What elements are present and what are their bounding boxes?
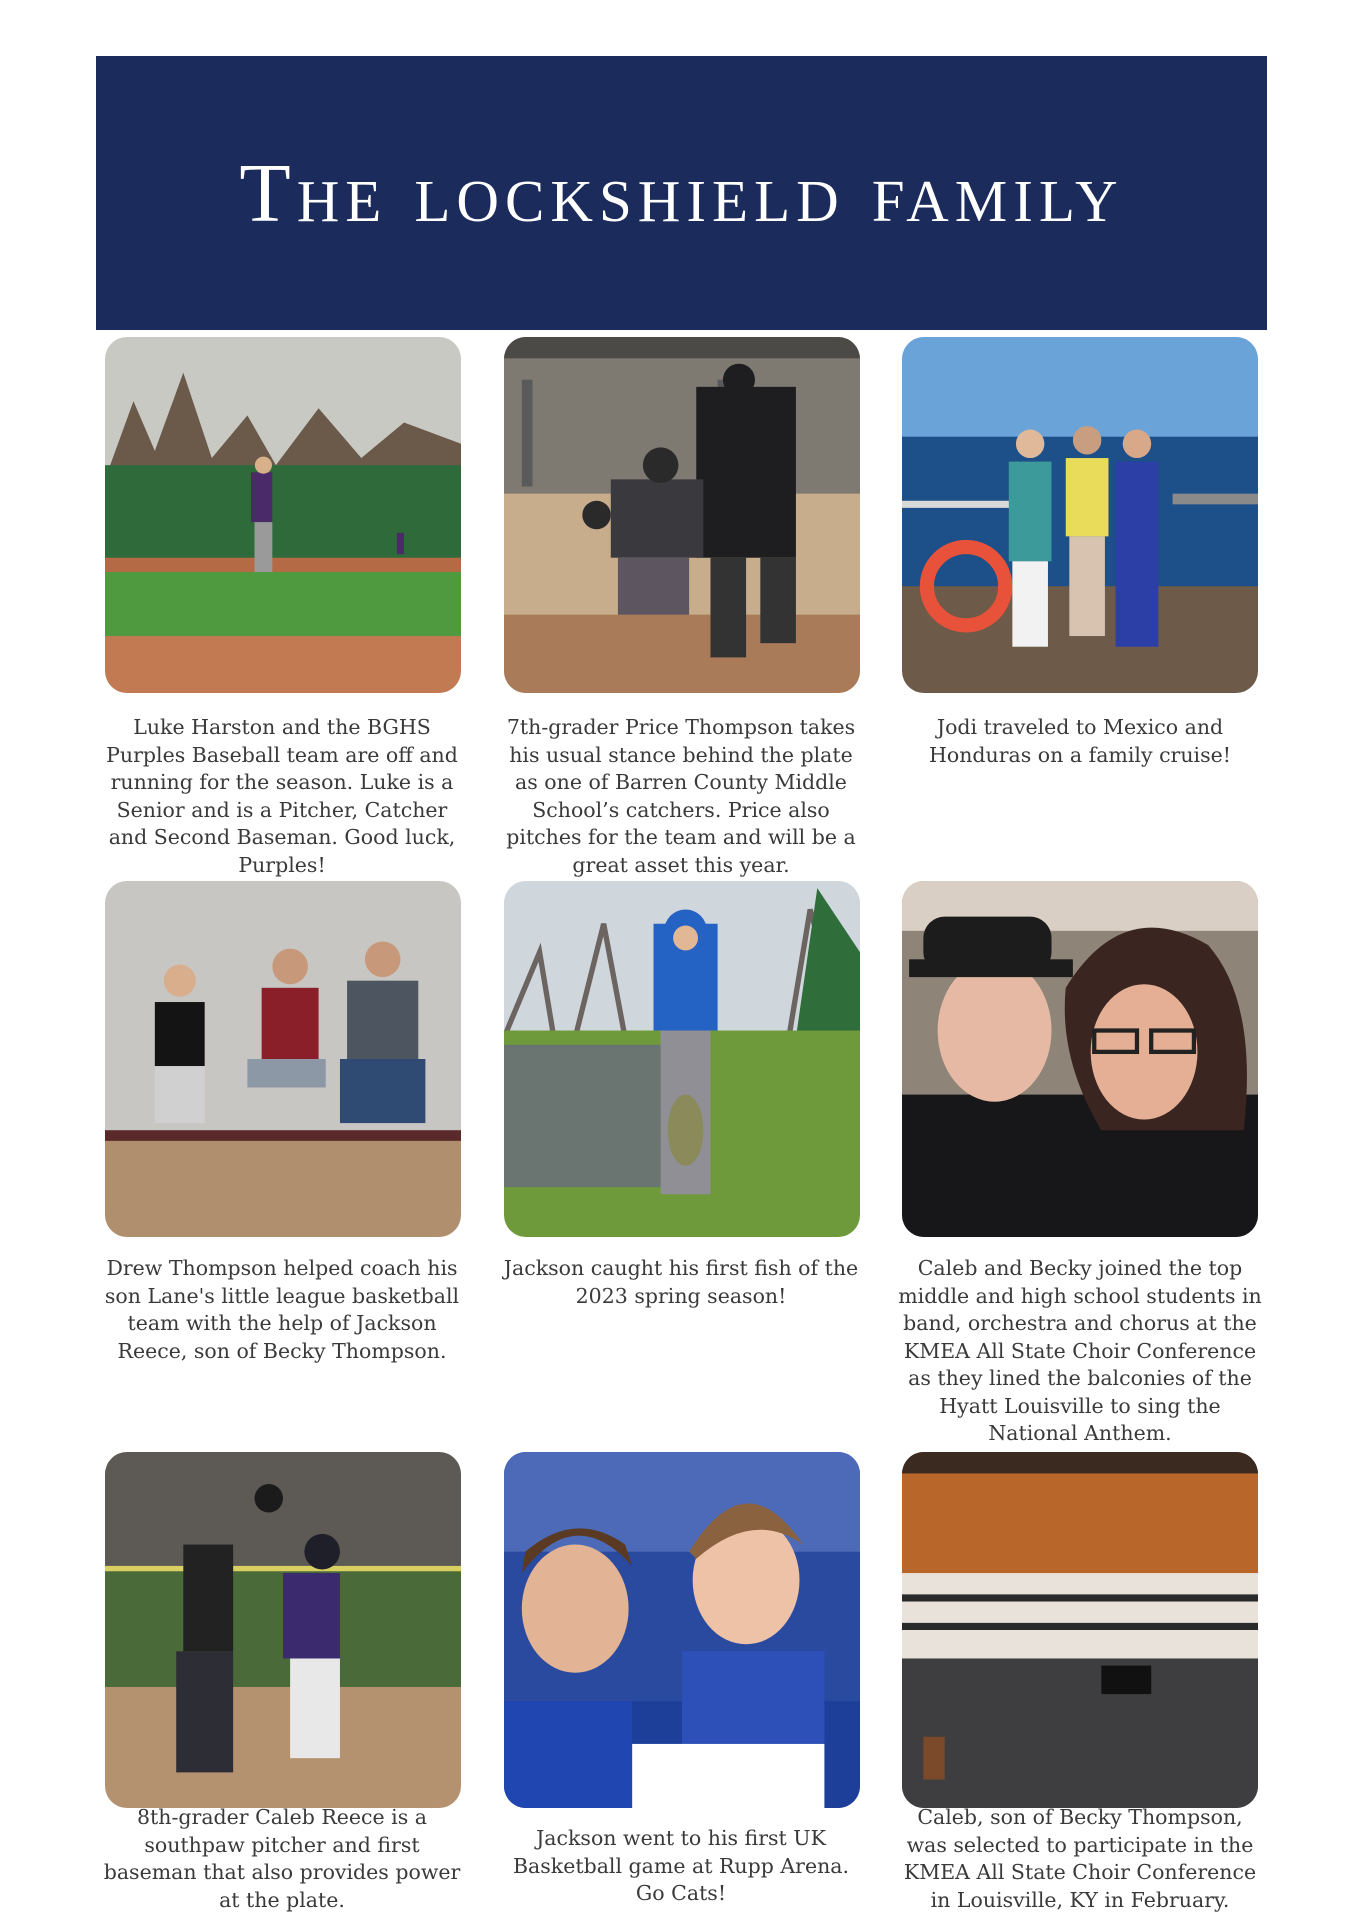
photo-basketball-bench: [105, 881, 461, 1237]
caption-2: 7th-grader Price Thompson takes his usual stance behind the plate as one of Barren County Middle School’s catchers. Price also pitches for the team and will be a great asset this year.: [506, 715, 856, 877]
photo-catcher-umpire: [504, 337, 860, 693]
caption-3: Jodi traveled to Mexico and Honduras on a family cruise!: [929, 715, 1231, 767]
caption-1: Luke Harston and the BGHS Purples Baseball team are off and running for the season. Luke is a Senior and is a Pitcher, Catcher and Second Baseman. Good luck, Purples!: [106, 715, 458, 877]
title-banner: [96, 56, 1267, 330]
page-title: The lockshield family: [239, 146, 1124, 240]
photo-selfie: [902, 881, 1258, 1237]
caption-4: Drew Thompson helped coach his son Lane's little league basketball team with the help of Jackson Reece, son of Becky Thompson.: [104, 1256, 460, 1363]
caption-8: Jackson went to his first UK Basketball game at Rupp Arena. Go Cats!: [512, 1826, 850, 1905]
caption-6: Caleb and Becky joined the top middle and high school students in band, orchestra and chorus at the KMEA All State Choir Conference as they lined the balconies of the Hyatt Louisville to sing the National Anthem.: [898, 1256, 1262, 1445]
photo-baseball-pitcher: [105, 337, 461, 693]
caption-5: Jackson caught his first fish of the 2023 spring season!: [503, 1256, 859, 1308]
photo-uk-basketball-game: [504, 1452, 860, 1808]
photo-cruise: [902, 337, 1258, 693]
photo-baseball-first-base: [105, 1452, 461, 1808]
photo-fishing: [504, 881, 860, 1237]
caption-9: Caleb, son of Becky Thompson, was selected to participate in the KMEA All State Choir Conference in Louisville, KY in February.: [903, 1805, 1257, 1912]
caption-7: 8th-grader Caleb Reece is a southpaw pitcher and first baseman that also provides power at the plate.: [103, 1805, 461, 1912]
photo-choir-conference: [902, 1452, 1258, 1808]
